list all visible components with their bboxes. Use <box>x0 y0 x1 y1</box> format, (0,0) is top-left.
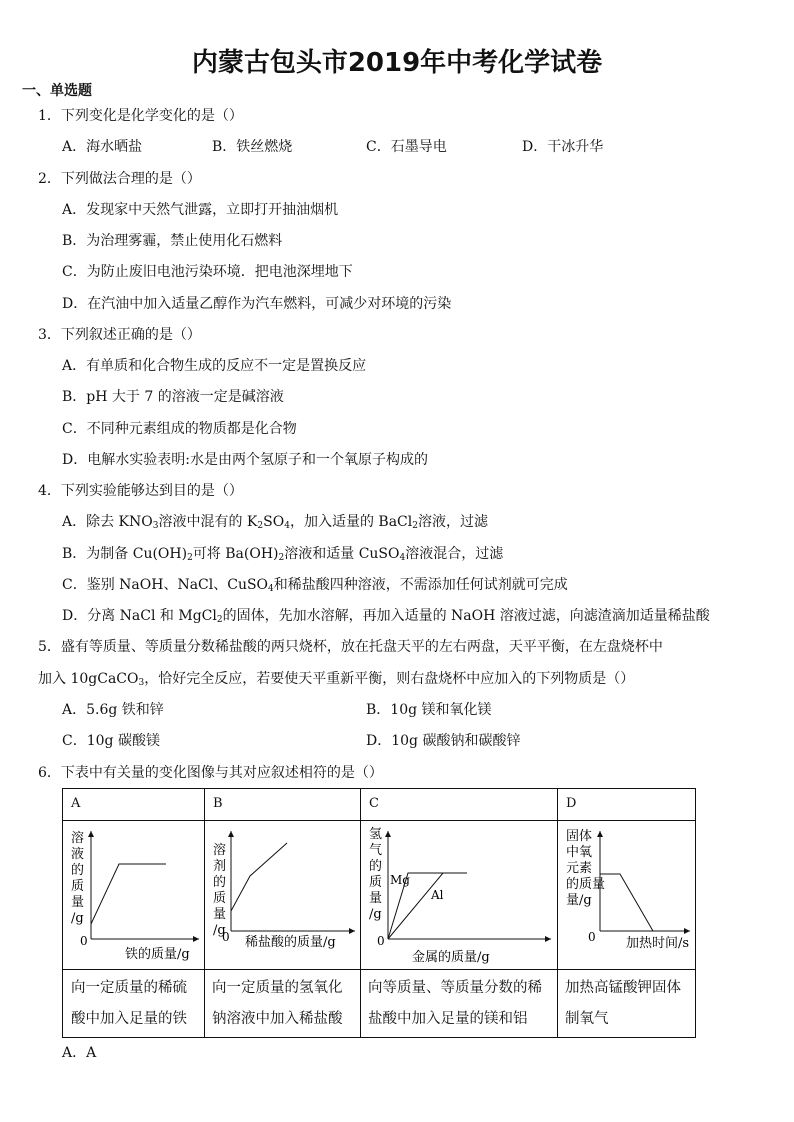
q3-option-d: D．电解水实验表明:水是由两个氢原子和一个氧原子构成的 <box>62 452 428 468</box>
graph-c-ylabel-6: /g <box>369 907 382 922</box>
graph-a-ylabel-2: 液 <box>71 847 85 862</box>
graph-a-ylabel-5: 量 <box>71 895 85 910</box>
graph-c-ylabel-5: 量 <box>369 891 383 906</box>
q5-option-c: C．10g 碳酸镁 <box>62 733 160 749</box>
graph-a <box>63 821 204 969</box>
q3-stem: 3．下列叙述正确的是（） <box>38 327 201 343</box>
q4-option-b: B．为制备 $Cu(OH)_2$可将 $Ba(OH)_2$溶液和适量 CuSO$_4$溶液混合，过滤 <box>62 546 504 563</box>
q4-option-a: A．除去 $KNO_3$溶液中混有的 $K_2SO_4$，加入适量的 BaCl$_2$溶液，过滤 <box>62 514 488 531</box>
graph-d-xlabel: 加热时间/s <box>626 936 690 951</box>
graph-c-label-al: Al <box>431 888 444 902</box>
q5-option-d: D．10g 碳酸钠和碳酸锌 <box>366 733 521 749</box>
graph-d-origin: 0 <box>588 930 596 944</box>
section-heading: 一、单选题 <box>22 83 92 99</box>
graph-b-xlabel: 稀盐酸的质量/g <box>245 935 336 950</box>
q4-option-c: C．鉴别 NaOH、NaCl、CuSO$_4$和稀盐酸四种溶液，不需添加任何试剂就可完成 <box>62 577 568 594</box>
graph-a-ylabel-3: 的 <box>71 863 85 878</box>
q6-stem: 6．下表中有关量的变化图像与其对应叙述相符的是（） <box>38 765 383 781</box>
graph-c-ylabel-2: 气 <box>369 843 383 858</box>
desc-a: 向一定质量的稀硫 酸中加入足量的铁 <box>71 980 187 1027</box>
desc-b: 向一定质量的氢氧化 钠溶液中加入稀盐酸 <box>212 980 343 1027</box>
q2-option-d: D．在汽油中加入适量乙醇作为汽车燃料，可减少对环境的污染 <box>62 296 452 312</box>
desc-c: 向等质量、等质量分数的稀 盐酸中加入足量的镁和铝 <box>368 980 542 1027</box>
graph-c-xlabel: 金属的质量/g <box>412 950 490 965</box>
graph-d-ylabel-5: 量/g <box>566 893 592 908</box>
graph-a-xlabel: 铁的质量/g <box>125 947 190 962</box>
graph-c-ylabel-4: 质 <box>369 875 383 890</box>
col-header-d: D <box>566 796 577 811</box>
q1-stem: 1．下列变化是化学变化的是（） <box>38 108 243 124</box>
graph-b-ylabel-1: 溶 <box>213 843 227 858</box>
graph-a-ylabel-6: /g <box>71 911 84 926</box>
graph-b-origin: 0 <box>222 930 230 944</box>
graph-d-ylabel-1: 固体 <box>566 829 593 844</box>
q5-stem-line2: 加入 10gCaCO$_3$，恰好完全反应，若要使天平重新平衡，则右盘烧杯中应加入的下列物质是（） <box>38 671 635 688</box>
q2-option-b: B．为治理雾霾，禁止使用化石燃料 <box>62 233 283 249</box>
q5-stem-line1: 5．盛有等质量、等质量分数稀盐酸的两只烧杯，放在托盘天平的左右两盘，天平平衡，在左盘烧杯中 <box>38 639 663 655</box>
q4-stem: 4．下列实验能够达到目的是（） <box>38 483 243 499</box>
graph-a-ylabel-1: 溶 <box>71 831 85 846</box>
q6-table <box>62 788 696 1038</box>
graph-a-curve <box>91 864 166 924</box>
graph-c-label-mg: Mg <box>390 873 410 887</box>
q5-option-a: A．5.6g 铁和锌 <box>62 702 164 718</box>
q2-option-a: A．发现家中天然气泄露，立即打开抽油烟机 <box>62 202 339 218</box>
graph-d-ylabel-4: 的质量 <box>566 877 606 892</box>
q1-option-c: C．石墨导电 <box>366 139 447 155</box>
graph-c-ylabel-3: 的 <box>369 859 383 874</box>
graph-b-curve <box>231 843 287 911</box>
q2-option-c: C．为防止废旧电池污染环境．把电池深埋地下 <box>62 264 353 280</box>
q3-option-b: B．pH 大于 7 的溶液一定是碱溶液 <box>62 389 284 405</box>
graph-d <box>558 821 695 969</box>
graph-c <box>361 821 557 969</box>
q3-option-c: C．不同种元素组成的物质都是化合物 <box>62 421 297 437</box>
graph-b-ylabel-6: /g <box>213 923 226 938</box>
graph-b-ylabel-4: 质 <box>213 891 227 906</box>
q1-option-d: D．干冰升华 <box>522 139 604 155</box>
graph-c-ylabel-1: 氢 <box>369 827 383 842</box>
col-header-b: B <box>213 796 223 811</box>
col-header-a: A <box>71 796 81 811</box>
graph-a-ylabel-4: 质 <box>71 879 85 894</box>
q5-option-b: B．10g 镁和氧化镁 <box>366 702 492 718</box>
graph-b <box>205 821 360 969</box>
graph-b-ylabel-5: 量 <box>213 907 227 922</box>
col-header-c: C <box>369 796 379 811</box>
graph-d-ylabel-3: 元素 <box>566 861 593 876</box>
q4-option-d: D．分离 NaCl 和 MgCl$_2$的固体，先加水溶解，再加入适量的 NaOH 溶液过滤，向滤渣滴加适量稀盐酸 <box>62 608 710 625</box>
graph-b-ylabel-2: 剂 <box>213 859 227 874</box>
q3-option-a: A．有单质和化合物生成的反应不一定是置换反应 <box>62 358 367 374</box>
desc-d: 加热高锰酸钾固体 制氧气 <box>565 980 681 1027</box>
q2-stem: 2．下列做法合理的是（） <box>38 171 201 187</box>
graph-c-origin: 0 <box>377 934 385 948</box>
graph-a-origin: 0 <box>80 934 88 948</box>
graph-d-ylabel-2: 中氧 <box>566 845 593 860</box>
q1-option-a: A．海水晒盐 <box>62 139 143 155</box>
graph-b-ylabel-3: 的 <box>213 875 227 890</box>
page-title: 内蒙古包头市2019年中考化学试卷 <box>191 48 603 78</box>
q1-option-b: B．铁丝燃烧 <box>212 139 293 155</box>
q6-option-a: A．A <box>62 1045 97 1061</box>
graph-d-curve <box>600 874 653 931</box>
